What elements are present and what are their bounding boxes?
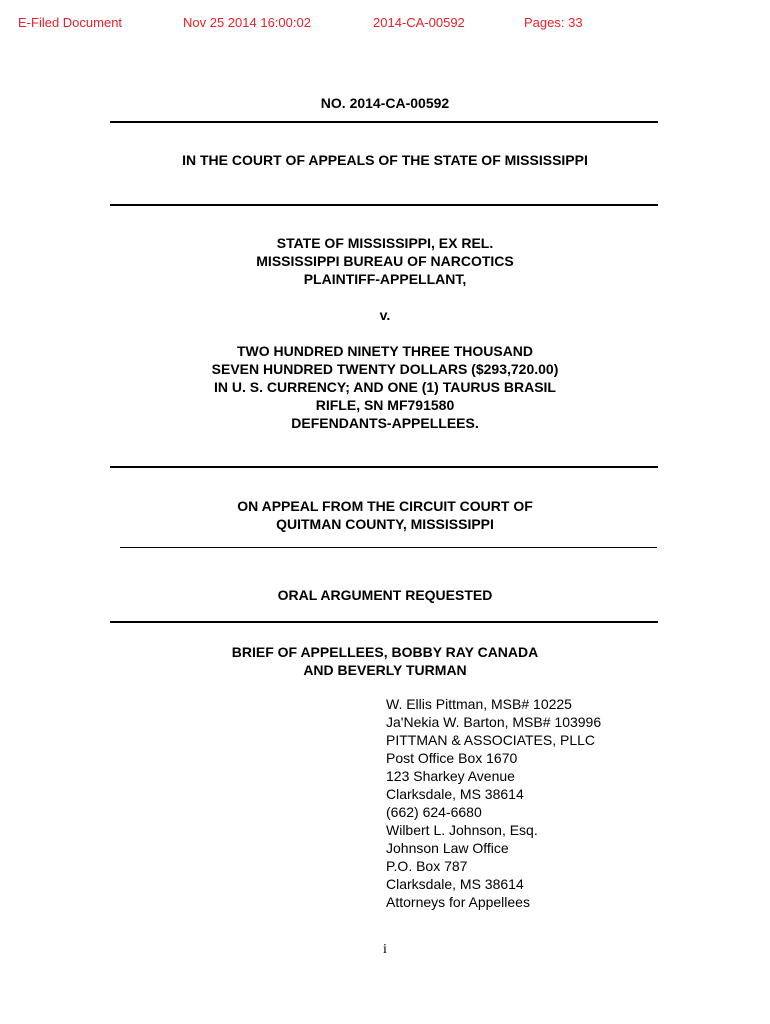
- attorney-line: PITTMAN & ASSOCIATES, PLLC: [386, 732, 596, 748]
- efiled-label: E-Filed Document: [18, 15, 123, 30]
- defendants-line-5: DEFENDANTS-APPELLEES.: [291, 415, 479, 431]
- case-number: NO. 2014-CA-00592: [320, 95, 450, 111]
- divider-4: [120, 547, 657, 548]
- oral-argument: ORAL ARGUMENT REQUESTED: [277, 587, 493, 603]
- defendants-line-3: IN U. S. CURRENCY; AND ONE (1) TAURUS BRASIL: [214, 379, 556, 395]
- appeal-line-1: ON APPEAL FROM THE CIRCUIT COURT OF: [237, 498, 533, 514]
- divider-2: [110, 204, 658, 206]
- brief-title-line-2: AND BEVERLY TURMAN: [303, 662, 467, 678]
- court-name: IN THE COURT OF APPEALS OF THE STATE OF MISSISSIPPI: [182, 152, 588, 168]
- attorney-line: Attorneys for Appellees: [386, 894, 530, 910]
- attorney-line: P.O. Box 787: [386, 858, 468, 874]
- defendants-line-2: SEVEN HUNDRED TWENTY DOLLARS ($293,720.00): [211, 361, 559, 377]
- attorney-line: Wilbert L. Johnson, Esq.: [386, 822, 538, 838]
- attorney-line: Post Office Box 1670: [386, 750, 518, 766]
- attorney-line: Clarksdale, MS 38614: [386, 786, 524, 802]
- efiled-case-number: 2014-CA-00592: [373, 15, 465, 30]
- attorney-block: [386, 695, 601, 911]
- plaintiff-line-2: MISSISSIPPI BUREAU OF NARCOTICS: [256, 253, 514, 269]
- attorney-line: Johnson Law Office: [386, 840, 509, 856]
- attorney-line: 123 Sharkey Avenue: [386, 768, 515, 784]
- divider-1: [110, 121, 658, 123]
- appeal-line-2: QUITMAN COUNTY, MISSISSIPPI: [276, 516, 494, 532]
- versus: v.: [379, 307, 391, 323]
- attorney-line: (662) 624-6680: [386, 804, 482, 820]
- efiled-page-count: Pages: 33: [524, 15, 583, 30]
- defendants-line-1: TWO HUNDRED NINETY THREE THOUSAND: [236, 343, 534, 359]
- brief-title-line-1: BRIEF OF APPELLEES, BOBBY RAY CANADA: [231, 644, 539, 660]
- divider-5: [110, 621, 658, 623]
- efiled-datetime: Nov 25 2014 16:00:02: [183, 15, 311, 30]
- plaintiff-line-1: STATE OF MISSISSIPPI, EX REL.: [276, 235, 494, 251]
- page-number: i: [383, 942, 387, 957]
- attorney-line: W. Ellis Pittman, MSB# 10225: [386, 696, 572, 712]
- attorney-line: Clarksdale, MS 38614: [386, 876, 524, 892]
- attorney-line: Ja'Nekia W. Barton, MSB# 103996: [386, 714, 602, 730]
- defendants-line-4: RIFLE, SN MF791580: [315, 397, 455, 413]
- plaintiff-line-3: PLAINTIFF-APPELLANT,: [303, 271, 467, 287]
- divider-3: [110, 466, 658, 468]
